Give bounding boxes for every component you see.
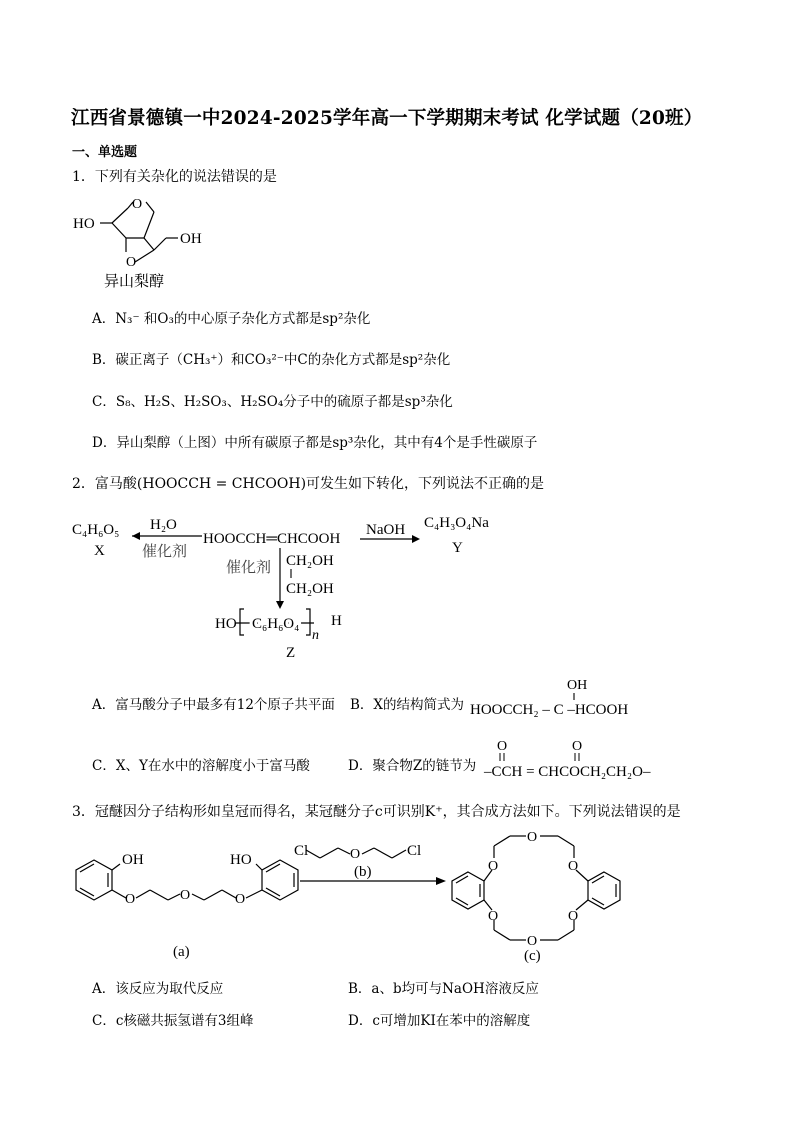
y-label: Y <box>452 540 463 556</box>
phenol-oh-2: HO <box>230 852 252 868</box>
chloro-1: Cl <box>294 843 309 859</box>
crown-ether-scheme <box>70 824 650 964</box>
ring-oxygen-1: O <box>132 197 143 212</box>
q1-option-c: C．S₈、H₂S、H₂SO₃、H₂SO₄分子中的硫原子都是sp³杂化 <box>92 394 453 410</box>
isosorbide-structure <box>70 190 220 290</box>
glycol-bottom: CH₂OH <box>286 581 334 597</box>
y-formula: C₄H₃O₄Na <box>424 515 489 531</box>
section-heading: 一、单选题 <box>72 145 138 160</box>
x-formula: C₄H₆O₅ <box>72 522 120 538</box>
x-struct: HOOCCH₂ – C –HCOOH <box>470 702 629 718</box>
crown-o-3: O <box>568 859 579 874</box>
fumaric-scheme <box>70 505 540 670</box>
glycol-top: CH₂OH <box>286 553 334 569</box>
x-struct-oh: OH <box>567 678 588 693</box>
carbonyl-o-2: O <box>572 739 583 754</box>
ring-oxygen-2: O <box>126 255 137 270</box>
z-n: n <box>312 628 319 643</box>
x-label: X <box>94 543 105 559</box>
ether-o-b: O <box>350 847 361 862</box>
q3-option-b: B．a、b均可与NaOH溶液反应 <box>348 981 539 997</box>
q3-option-d: D．c可增加KI在苯中的溶解度 <box>348 1013 531 1029</box>
q3-option-c: C．c核磁共振氢谱有3组峰 <box>92 1013 254 1029</box>
q2-option-c: C．X、Y在水中的溶解度小于富马酸 <box>92 758 310 774</box>
crown-o-6: O <box>568 909 579 924</box>
chloro-2: Cl <box>407 843 422 859</box>
ether-o-a1: O <box>125 892 136 907</box>
z-h: H <box>331 613 342 629</box>
catalyst-2: 催化剂 <box>226 558 272 576</box>
hydroxyl-left: HO <box>73 216 95 232</box>
z-chain-unit <box>484 736 684 781</box>
z-ho: HO <box>215 616 237 632</box>
water-reagent: H₂O <box>150 517 177 533</box>
q2-option-d: D．聚合物Z的链节为 <box>348 758 477 774</box>
naoh-reagent: NaOH <box>366 522 406 538</box>
isosorbide-label: 异山梨醇 <box>104 272 165 290</box>
fumaric-acid: HOOCCH═CHCOOH <box>203 531 341 547</box>
reagent-b-label: (b) <box>354 864 372 880</box>
catalyst-1: 催化剂 <box>142 542 188 560</box>
q1-stem: 1．下列有关杂化的说法错误的是 <box>72 169 277 185</box>
ether-o-a3: O <box>235 892 246 907</box>
crown-o-4: O <box>488 909 499 924</box>
q1-option-d: D．异山梨醇（上图）中所有碳原子都是sp³杂化，其中有4个是手性碳原子 <box>92 435 538 451</box>
crown-o-5: O <box>527 934 538 949</box>
x-structure <box>470 674 670 719</box>
q2-option-a: A．富马酸分子中最多有12个原子共平面 <box>92 697 335 713</box>
ether-o-a2: O <box>180 888 191 903</box>
q3-stem: 3．冠醚因分子结构形如皇冠而得名，某冠醚分子c可识别K⁺，其合成方法如下。下列说法错误的是 <box>72 804 681 820</box>
phenol-oh-1: OH <box>122 852 144 868</box>
carbonyl-o-1: O <box>497 739 508 754</box>
reactant-a-label: (a) <box>173 944 190 960</box>
product-c-label: (c) <box>524 948 541 964</box>
q1-option-b: B．碳正离子（CH₃⁺）和CO₃²⁻中C的杂化方式都是sp²杂化 <box>92 352 451 368</box>
z-repeat-unit: C₆H₆O₄ <box>252 616 300 632</box>
crown-o-2: O <box>527 830 538 845</box>
crown-o-1: O <box>488 859 499 874</box>
q2-option-b: B．X的结构简式为 <box>350 697 465 713</box>
q3-option-a: A．该反应为取代反应 <box>92 981 224 997</box>
z-label: Z <box>286 645 296 661</box>
page-title: 江西省景德镇一中2024-2025学年高一下学期期末考试 化学试题（20班） <box>71 108 703 129</box>
hydroxyl-right: OH <box>180 231 202 247</box>
q1-option-a: A．N₃⁻ 和O₃的中心原子杂化方式都是sp²杂化 <box>92 311 371 327</box>
z-chain-struct: –CCH = CHCOCH₂CH₂O– <box>484 764 651 780</box>
q2-stem: 2．富马酸(HOOCCH = CHCOOH)可发生如下转化，下列说法不正确的是 <box>72 476 545 492</box>
